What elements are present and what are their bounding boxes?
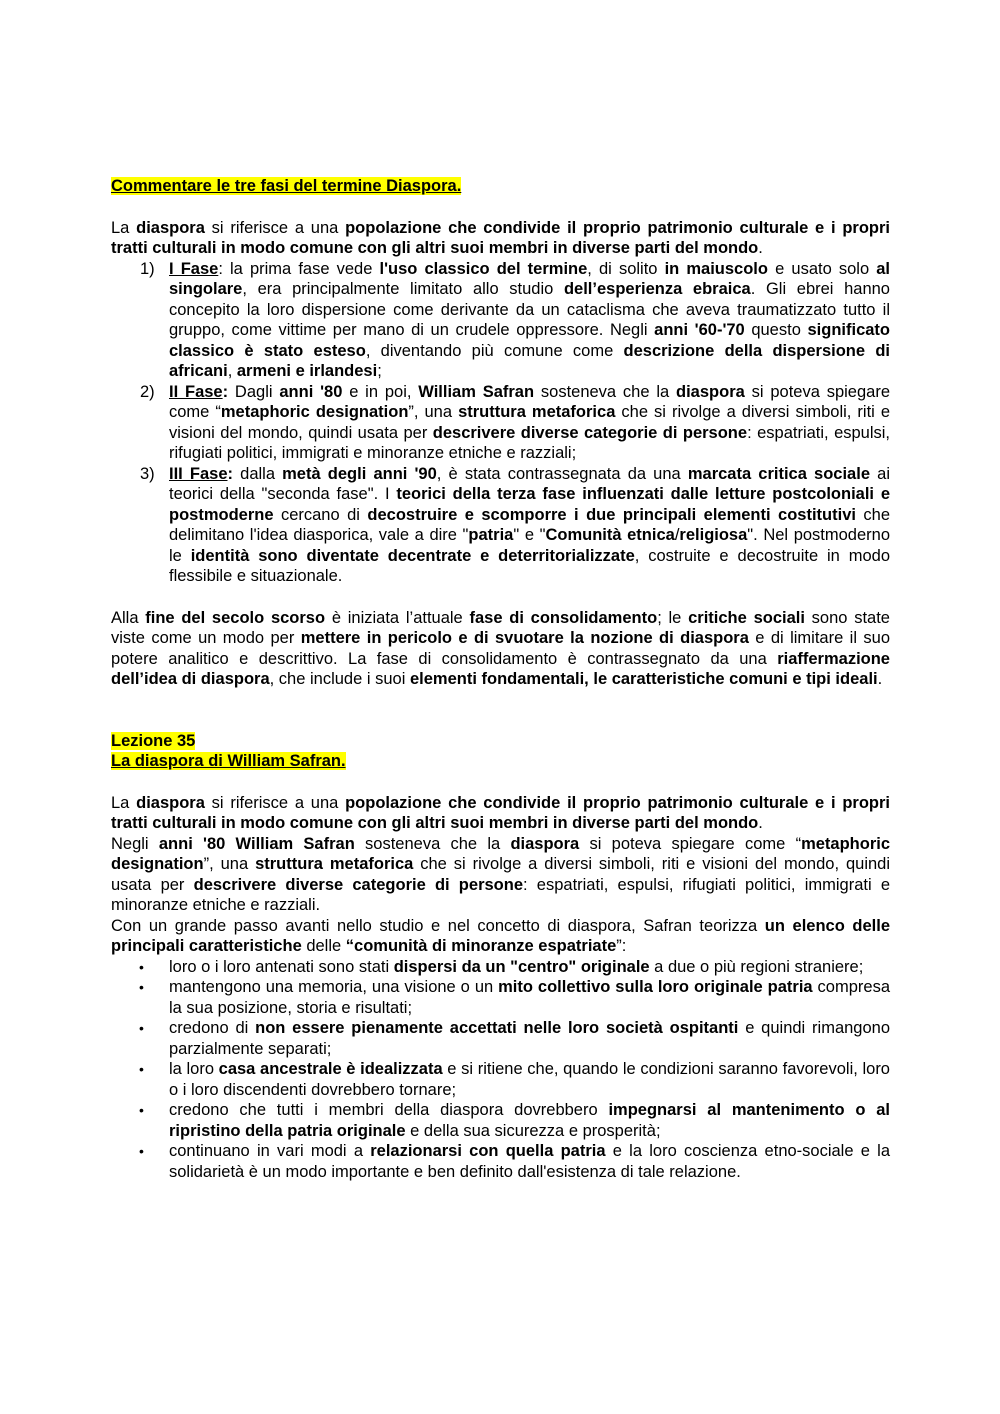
- text-run: significato classico è stato esteso: [169, 321, 890, 360]
- characteristics-intro: [111, 916, 890, 957]
- text-run: questo: [744, 321, 808, 339]
- text-run: armeni e irlandesi: [236, 362, 378, 380]
- lesson-number: Lezione 35: [111, 731, 196, 750]
- text-run: Alla: [111, 608, 146, 627]
- text-run: e in poi,: [342, 382, 419, 401]
- text-run: che si rivolge a diversi simboli, riti e visioni del mondo, quindi usata per: [111, 855, 890, 894]
- heading-safran: La diaspora di William Safran.: [111, 752, 346, 770]
- text-run: , è stata contrassegnata da una: [436, 464, 688, 483]
- text-run: a due o più regioni straniere;: [649, 957, 864, 976]
- text-run: ". Nel postmoderno le: [169, 526, 890, 565]
- text-run: : espatriati, espulsi, rifugiati politici, immigrati e minoranze etniche e razziali.: [111, 875, 890, 914]
- text-run: II Fase: [169, 382, 223, 401]
- bullet-item: [111, 1059, 890, 1100]
- text-run: ;: [377, 362, 382, 380]
- text-run: decostruire e scomporre i due principali elementi costitutivi: [367, 505, 856, 524]
- text-run: si poteva spiegare come “: [579, 834, 802, 853]
- text-run: relazionarsi con quella patria: [370, 1142, 606, 1160]
- text-run: credono che tutti i membri della diaspora dovrebbero: [169, 1101, 609, 1119]
- text-run: ; le: [657, 608, 689, 627]
- text-run: e quindi rimangono parzialmente separati;: [169, 1019, 890, 1058]
- text-run: compresa la sua posizione, storia e risultati;: [169, 978, 891, 1017]
- text-run: critiche sociali: [688, 608, 805, 627]
- text-run: I Fase: [169, 259, 219, 278]
- text-run: III Fase: [169, 464, 228, 483]
- phases-list: [111, 259, 890, 587]
- text-run: teorici della terza fase influenzati dalle letture postcoloniali e postmoderne: [169, 485, 891, 524]
- text-run: anni '80: [279, 382, 343, 401]
- text-run: , costruite e decostruite in modo flessibile e situazionale.: [169, 546, 890, 585]
- text-run: e usato solo: [767, 259, 877, 278]
- bullet-text: [169, 1019, 890, 1058]
- text-run: metaphoric designation: [111, 834, 891, 873]
- text-run: patria: [468, 526, 514, 544]
- heading-tre-fasi: Commentare le tre fasi del termine Diaspora.: [111, 177, 462, 195]
- bullet-icon: •: [139, 1020, 144, 1036]
- text-run: un elenco delle principali caratteristiche: [111, 916, 890, 955]
- text-run: :: [222, 382, 229, 401]
- bullet-text: [169, 1101, 890, 1140]
- text-run: casa ancestrale è idealizzata: [218, 1060, 443, 1078]
- text-run: La: [111, 793, 137, 812]
- text-run: anni '80 William Safran: [158, 834, 355, 853]
- text-run: mettere in pericolo e di svuotare la nozione di diaspora: [300, 629, 749, 647]
- text-run: mito collettivo sulla loro originale patria: [498, 978, 813, 996]
- phase-item: [111, 259, 890, 382]
- text-run: è iniziata l’attuale: [325, 608, 470, 627]
- text-run: che delimitano l'idea diasporica, vale a dire ": [169, 505, 890, 544]
- text-run: .: [758, 814, 763, 832]
- bullet-text: [169, 978, 890, 1017]
- text-run: , era principalmente limitato allo studio: [242, 280, 564, 298]
- text-run: : la prima fase vede: [218, 259, 380, 278]
- phase-number: 1): [140, 259, 155, 278]
- intro-paragraph: [111, 793, 890, 834]
- text-run: : espatriati, espulsi, rifugiati politici, immigrati e minoranze etniche e razziali;: [169, 423, 891, 462]
- text-run: sosteneva che la: [534, 382, 677, 401]
- text-run: al singolare: [169, 259, 891, 298]
- text-run: elementi fondamentali, le caratteristiche comuni e tipi ideali: [409, 670, 878, 688]
- phase-text: [169, 260, 890, 381]
- text-run: e di limitare il suo potere analitico e descrittivo. La fase di consolidamento è contrassegnato da una: [111, 629, 890, 668]
- text-run: e della sua sicurezza e prosperità;: [405, 1121, 661, 1140]
- text-run: dalla: [233, 464, 283, 483]
- text-run: delle: [301, 937, 346, 955]
- text-run: la loro: [169, 1060, 219, 1078]
- text-run: mantengono una memoria, una visione o un: [169, 978, 499, 996]
- document-page: [111, 176, 890, 1182]
- text-run: in maiuscolo: [664, 259, 768, 278]
- bullet-item: [111, 957, 890, 978]
- intro-paragraph: [111, 218, 890, 259]
- bullet-icon: •: [139, 979, 144, 995]
- text-run: metaphoric designation: [220, 403, 409, 421]
- text-run: .: [877, 670, 883, 688]
- phase-item: [111, 464, 890, 587]
- text-run: impegnarsi al mantenimento o al ripristino della patria originale: [169, 1101, 891, 1140]
- text-run: riaffermazione dell’idea di diaspora: [111, 649, 890, 688]
- bullet-icon: •: [139, 1102, 144, 1118]
- lesson-heading: [111, 731, 890, 752]
- text-run: William Safran: [418, 382, 535, 401]
- text-run: popolazione che condivide il proprio patrimonio culturale e i propri tratti culturali in modo comune con gli altri suoi membri in diverse parti del mondo: [111, 793, 890, 832]
- text-run: , che include i suoi: [269, 670, 410, 688]
- bullet-item: [111, 1141, 890, 1182]
- text-run: metà degli anni '90: [282, 464, 437, 483]
- phase-item: [111, 382, 890, 464]
- phase-number: 2): [140, 382, 155, 401]
- bullet-text: [169, 1142, 890, 1181]
- bullet-icon: •: [139, 1061, 144, 1077]
- text-run: che si rivolge a diversi simboli, riti e visioni del mondo, quindi usata per: [169, 403, 891, 442]
- section-heading: [111, 751, 890, 772]
- text-run: ”, una: [203, 855, 256, 873]
- text-run: Con un grande passo avanti nello studio e nel concetto di diaspora, Safran teorizza: [111, 916, 765, 935]
- phase-number: 3): [140, 464, 155, 483]
- phase-text: [169, 465, 890, 586]
- bullet-item: [111, 1100, 890, 1141]
- text-run: sosteneva che la: [354, 834, 511, 853]
- text-run: :: [227, 464, 233, 483]
- phase-text: [169, 383, 890, 463]
- closing-paragraph: [111, 608, 890, 690]
- text-run: religiosa: [679, 526, 748, 544]
- text-run: marcata critica sociale: [687, 464, 870, 483]
- text-run: ,: [227, 362, 237, 380]
- text-run: diaspora: [136, 793, 205, 812]
- text-run: struttura metaforica: [255, 855, 414, 873]
- text-run: identità sono diventate decentrate e deterritorializzate: [190, 546, 635, 565]
- characteristics-list: [111, 957, 890, 1183]
- text-run: “comunità di minoranze espatriate: [345, 937, 617, 955]
- text-run: " e ": [513, 526, 546, 544]
- text-run: ai teorici della "seconda fase". I: [169, 464, 890, 503]
- text-run: si riferisce a una: [204, 793, 346, 812]
- text-run: descrivere diverse categorie di persone: [193, 875, 523, 894]
- bullet-item: [111, 1018, 890, 1059]
- text-run: dell’esperienza ebraica: [563, 280, 751, 298]
- text-run: , di solito: [587, 259, 665, 278]
- text-run: continuano in vari modi a: [169, 1142, 371, 1160]
- text-run: diaspora: [676, 382, 745, 401]
- bullet-text: [169, 1060, 890, 1099]
- text-run: si riferisce a una: [204, 218, 346, 237]
- text-run: descrizione della dispersione di africani: [169, 341, 890, 380]
- text-run: Negli: [111, 834, 159, 853]
- text-run: si poteva spiegare come “: [169, 382, 890, 421]
- text-run: descrivere diverse categorie di persone: [432, 423, 748, 442]
- text-run: anni '60-'70: [654, 321, 745, 339]
- text-run: diaspora: [136, 218, 205, 237]
- bullet-item: [111, 977, 890, 1018]
- safran-paragraph: [111, 834, 890, 916]
- text-run: La: [111, 218, 137, 237]
- text-run: Dagli: [228, 382, 280, 401]
- text-run: cercano di: [273, 505, 368, 524]
- text-run: diaspora: [510, 834, 580, 853]
- text-run: non essere pienamente accettati nelle loro società ospitanti: [255, 1019, 739, 1037]
- text-run: /: [674, 526, 680, 544]
- bullet-text: [169, 958, 863, 976]
- text-run: struttura metaforica: [458, 403, 616, 421]
- text-run: l'uso classico del termine: [379, 259, 588, 278]
- text-run: .: [758, 239, 763, 257]
- text-run: fine del secolo scorso: [145, 608, 326, 627]
- text-run: . Gli ebrei hanno concepito la loro dispersione come derivante da un cataclisma che aveva traumatizzato tutto il gruppo, come vittime per mano di un crudele oppressore. Negli: [169, 280, 890, 339]
- bullet-icon: •: [139, 958, 144, 975]
- text-run: dispersi da un "centro" originale: [393, 957, 650, 976]
- text-run: e si ritiene che, quando le condizioni saranno favorevoli, loro o i loro discendenti dovrebbero tornare;: [169, 1060, 890, 1099]
- text-run: ”, una: [408, 403, 459, 421]
- text-run: fase di consolidamento: [469, 608, 658, 627]
- text-run: credono di: [169, 1019, 256, 1037]
- text-run: , diventando più comune come: [365, 341, 624, 360]
- text-run: loro o i loro antenati sono stati: [169, 957, 394, 976]
- section-heading: [111, 176, 890, 197]
- text-run: ”:: [616, 937, 627, 955]
- text-run: Comunità etnica: [545, 526, 675, 544]
- bullet-icon: •: [139, 1143, 144, 1159]
- text-run: e la loro coscienza etno-sociale e la solidarietà è un modo importante e ben definito dall'esistenza di tale relazione.: [169, 1142, 890, 1181]
- text-run: popolazione che condivide il proprio patrimonio culturale e i propri tratti culturali in modo comune con gli altri suoi membri in diverse parti del mondo: [111, 218, 890, 257]
- text-run: sono state viste come un modo per: [111, 608, 890, 647]
